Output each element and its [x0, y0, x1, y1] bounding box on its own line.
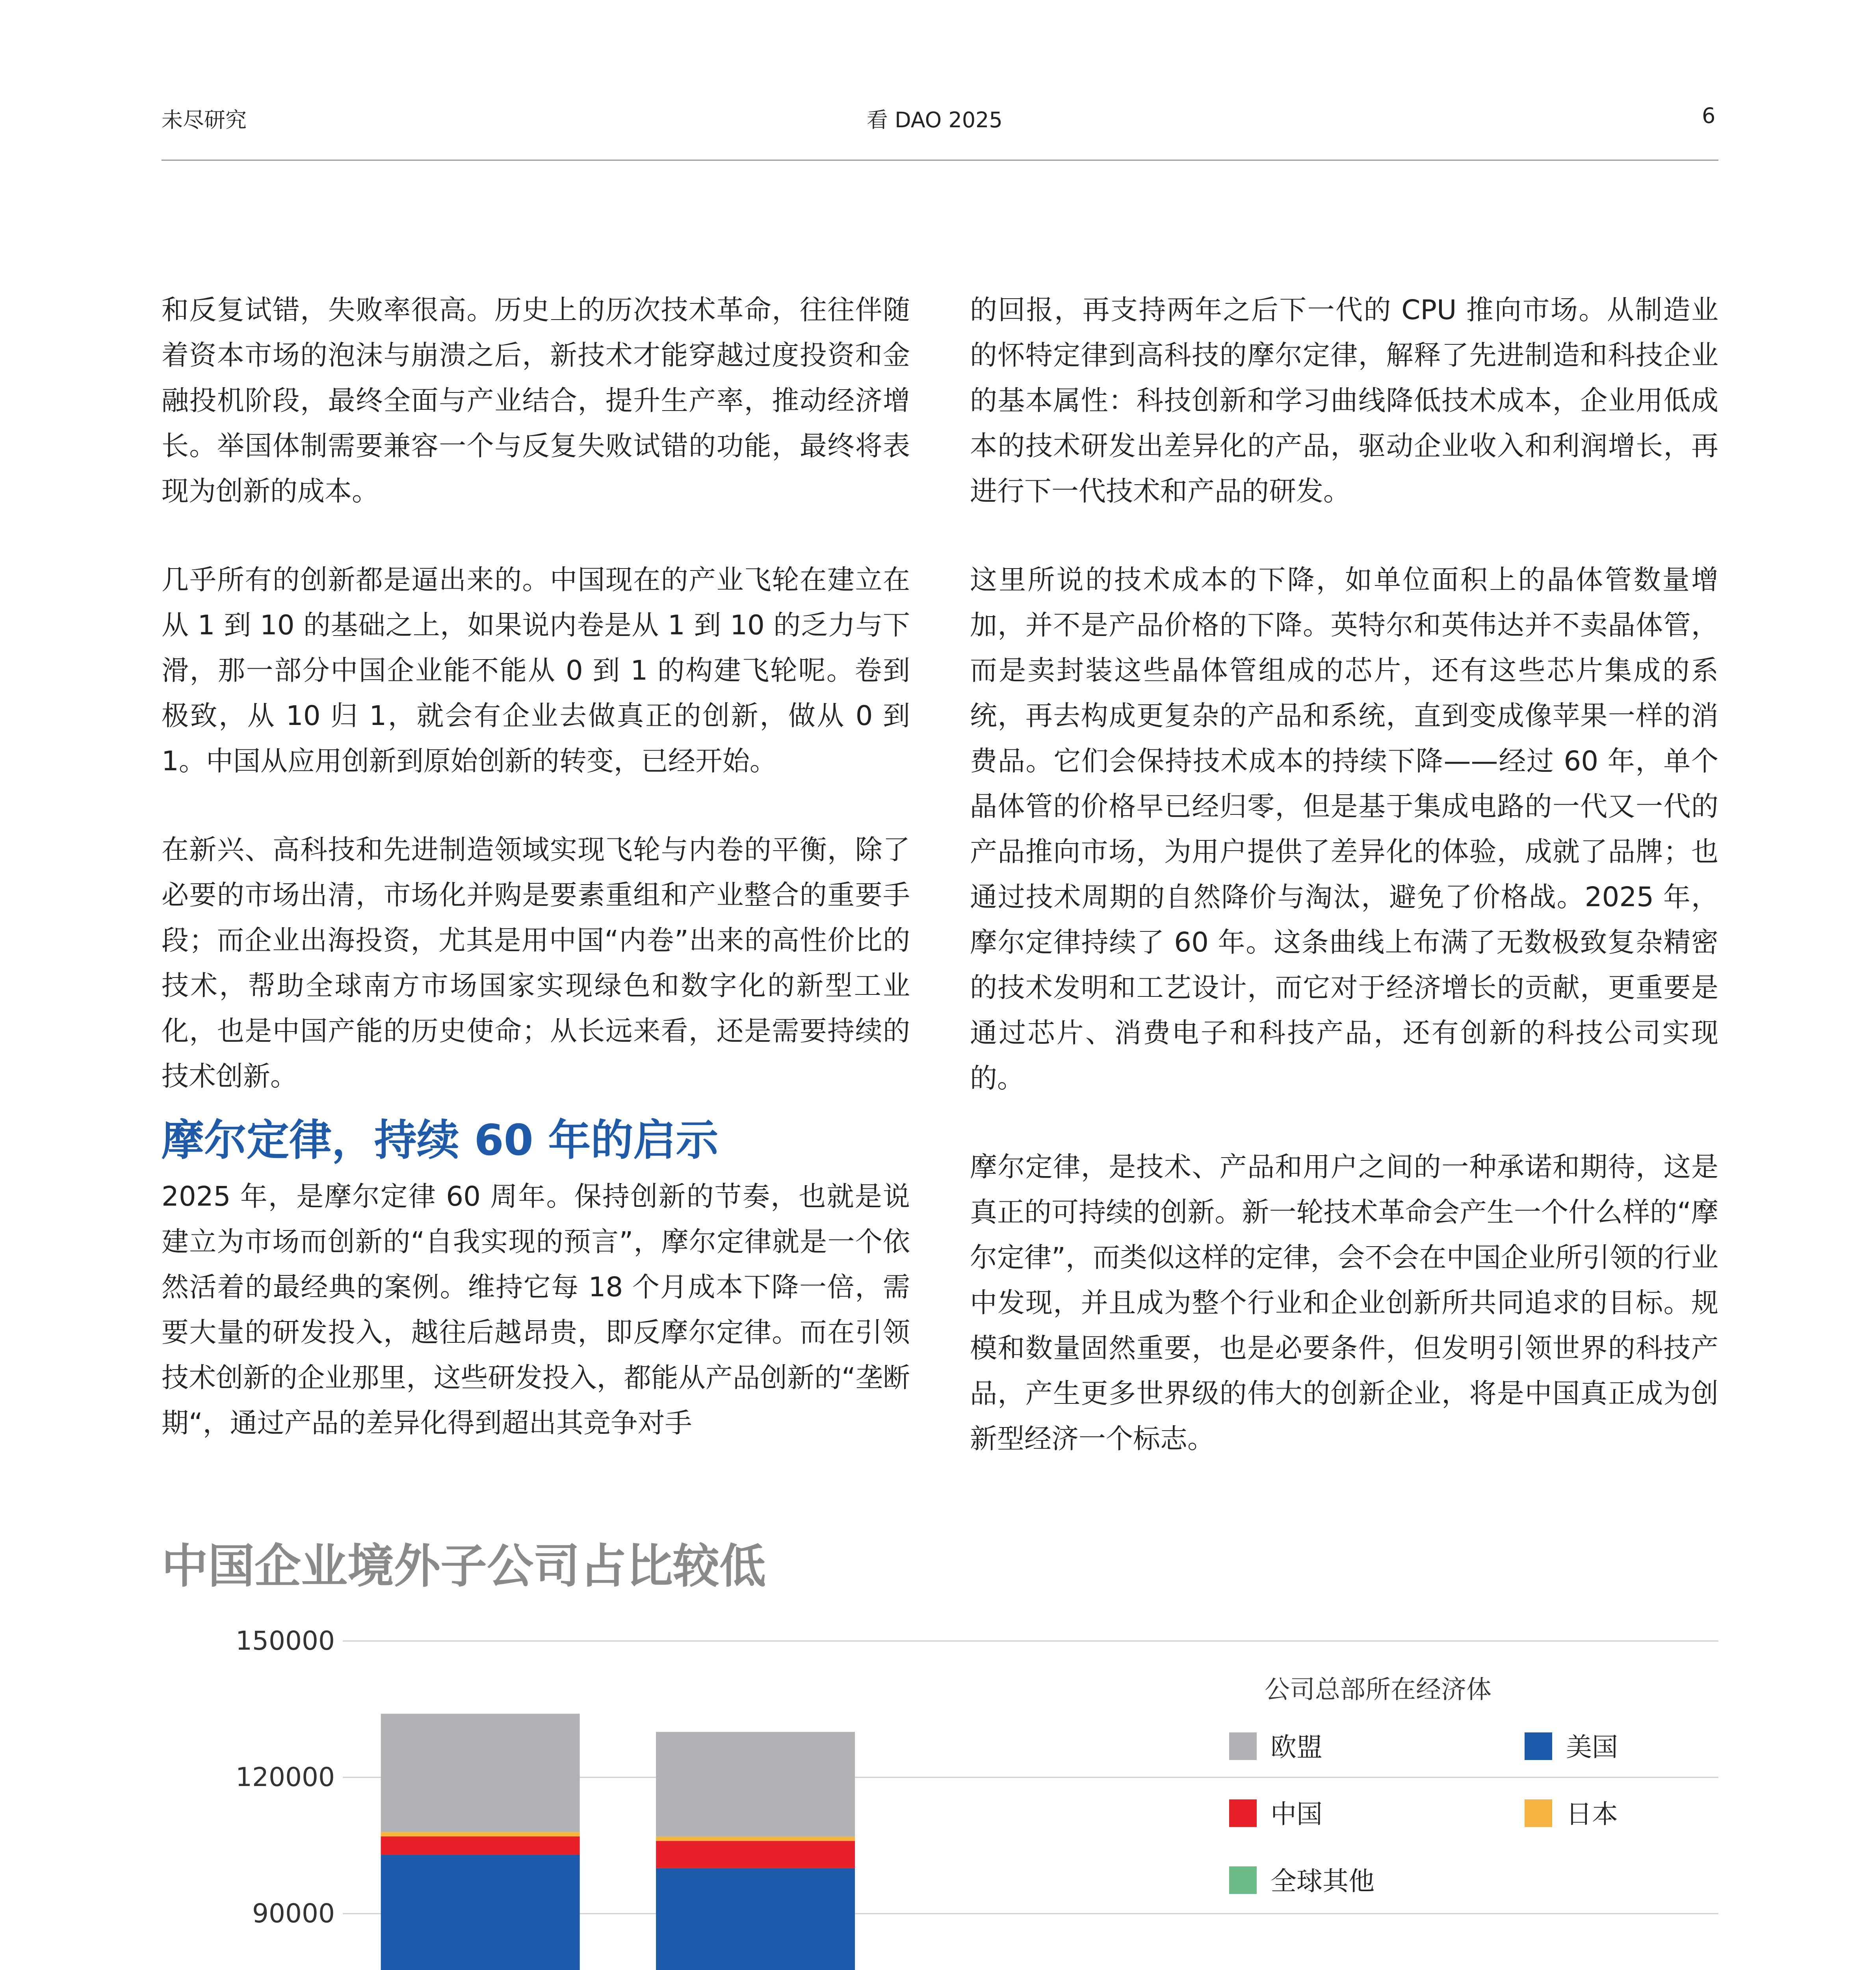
- y-tick-labels: [236, 1626, 335, 1970]
- section-heading: 摩尔定律，持续 60 年的启示: [162, 1116, 719, 1165]
- y-tick-label: 90000: [252, 1898, 335, 1929]
- legend-swatch: [1229, 1866, 1257, 1894]
- chart-bars: [381, 1714, 1681, 1970]
- bar-segment: [381, 1832, 580, 1836]
- legend-label: 日本: [1566, 1799, 1618, 1829]
- bar-segment: [381, 1836, 580, 1855]
- legend-swatch: [1229, 1799, 1257, 1827]
- legend-label: 欧盟: [1270, 1732, 1322, 1762]
- bar-segment: [656, 1732, 855, 1836]
- left-paragraph-1: 和反复试错，失败率很高。历史上的历次技术革命，往往伴随着资本市场的泡沫与崩溃之后，新技术才能穿越过度投资和金融投机阶段，最终全面与产业结合，提升生产率，推动经济增长。举国体制需要兼容一个与反复失败试错的功能，最终将表现为创新的成本。: [162, 294, 910, 507]
- right-paragraph-3: 摩尔定律，是技术、产品和用户之间的一种承诺和期待，这是真正的可持续的创新。新一轮技术革命会产生一个什么样的“摩尔定律”，而类似这样的定律，会不会在中国企业所引领的行业中发现，并且成为整个行业和企业创新所共同追求的目标。规模和数量固然重要，也是必要条件，但发明引领世界的科技产品，产生更多世界级的伟大的创新企业，将是中国真正成为创新型经济一个标志。: [970, 1151, 1718, 1455]
- bar-segment: [381, 1855, 580, 1970]
- right-paragraph-2: 这里所说的技术成本的下降，如单位面积上的晶体管数量增加，并不是产品价格的下降。英特尔和英伟达并不卖晶体管，而是卖封装这些晶体管组成的芯片，还有这些芯片集成的系统，再去构成更复杂的产品和系统，直到变成像苹果一样的消费品。它们会保持技术成本的持续下降——经过 60 年，单个晶体管的价格早已经归零，但是基于集成电路的一代又一代的产品推向市场，为用户提供了差异化的体验，成就了品牌；也通过技术周期的自然降价与淘汰，避免了价格战。2025 年，摩尔定律持续了 60 年。这条曲线上布满了无数极致复杂精密的技术发明和工艺设计，而它对于经济增长的贡献，更重要是通过芯片、消费电子和科技产品，还有创新的科技公司实现的。: [970, 564, 1718, 1094]
- legend-swatch: [1525, 1799, 1552, 1827]
- header-center: 看 DAO 2025: [867, 108, 1003, 132]
- chart-legend: [1229, 1732, 1618, 1896]
- left-paragraph-3: 在新兴、高科技和先进制造领域实现飞轮与内卷的平衡，除了必要的市场出清，市场化并购是要素重组和产业整合的重要手段；而企业出海投资，尤其是用中国“内卷”出来的高性价比的技术，帮助全球南方市场国家实现绿色和数字化的新型工业化，也是中国产能的历史使命；从长远来看，还是需要持续的技术创新。: [162, 834, 910, 1092]
- legend-swatch: [1229, 1732, 1257, 1760]
- y-tick-label: 150000: [236, 1626, 335, 1656]
- bar-segment: [381, 1714, 580, 1832]
- chart-title: 中国企业境外子公司占比较低: [162, 1539, 766, 1593]
- legend-swatch: [1525, 1732, 1552, 1760]
- y-tick-label: 120000: [236, 1762, 335, 1792]
- legend-label: 美国: [1566, 1732, 1618, 1762]
- left-paragraph-2: 几乎所有的创新都是逼出来的。中国现在的产业飞轮在建立在从 1 到 10 的基础之上，如果说内卷是从 1 到 10 的乏力与下滑，那一部分中国企业能不能从 0 到 1 的构建飞轮呢。卷到极致，从 10 归 1，就会有企业去做真正的创新，做从 0 到 1。中国从应用创新到原始创新的转变，已经开始。: [162, 564, 910, 777]
- page-number: 6: [1702, 103, 1716, 128]
- legend-label: 全球其他: [1270, 1866, 1374, 1896]
- section-paragraph: 2025 年，是摩尔定律 60 周年。保持创新的节奏，也就是说建立为市场而创新的“自我实现的预言”，摩尔定律就是一个依然活着的最经典的案例。维持它每 18 个月成本下降一倍，需要大量的研发投入，越往后越昂贵，即反摩尔定律。而在引领技术创新的企业那里，这些研发投入，都能从产品创新的“垄断期“，通过产品的差异化得到超出其竞争对手: [162, 1181, 910, 1439]
- legend-label: 中国: [1270, 1799, 1322, 1829]
- bar-segment: [656, 1836, 855, 1841]
- right-paragraph-1: 的回报，再支持两年之后下一代的 CPU 推向市场。从制造业的怀特定律到高科技的摩尔定律，解释了先进制造和科技企业的基本属性：科技创新和学习曲线降低技术成本，企业用低成本的技术研发出差异化的产品，驱动企业收入和利润增长，再进行下一代技术和产品的研发。: [970, 294, 1718, 507]
- header-left: 未尽研究: [162, 108, 247, 132]
- bar-segment: [656, 1841, 855, 1868]
- bar-segment: [656, 1868, 855, 1970]
- legend-title: 公司总部所在经济体: [1265, 1675, 1492, 1704]
